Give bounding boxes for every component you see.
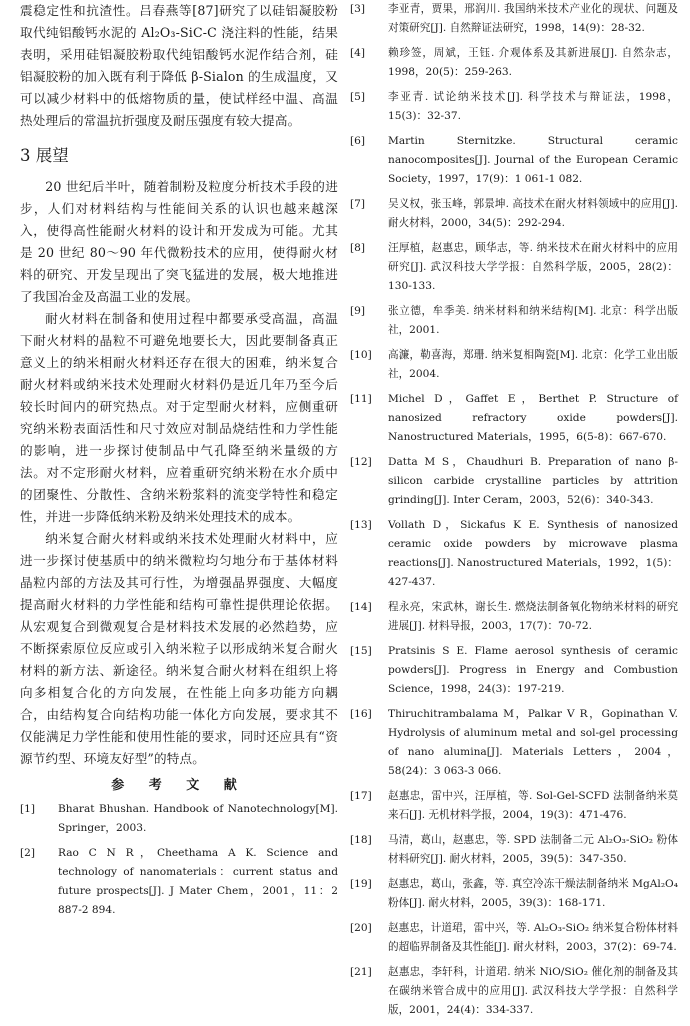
reference-item — [350, 239, 678, 296]
reference-text: Rao C N R，Cheethama A K. Science and technology of nanomaterials：current status and future prospects[J]. J Mater Chem，2001，11：2 887-2 894. — [58, 847, 338, 916]
reference-item — [350, 705, 678, 781]
reference-item — [350, 0, 678, 38]
reference-number: [12] — [350, 456, 372, 468]
reference-text: 赵惠忠，雷中兴，汪厚植，等. Sol-Gel-SCFD 法制备纳米莫来石[J]. 无机材料学报，2004，19(3)：471-476. — [388, 790, 678, 821]
reference-text: Martin Sternitzke. Structural ceramic nanocomposites[J]. Journal of the European Ceramic Society，1997，17(9)：1 061-1 082. — [388, 135, 678, 185]
reference-number: [2] — [20, 847, 36, 859]
reference-item — [350, 919, 678, 957]
reference-item — [350, 346, 678, 384]
references-heading: 参 考 文 献 — [111, 778, 247, 793]
reference-number: [16] — [350, 708, 372, 720]
reference-text: 张立德，牟季美. 纳米材料和纳米结构[M]. 北京：科学出版社，2001. — [388, 305, 678, 336]
reference-item — [350, 516, 678, 592]
reference-item — [20, 800, 338, 838]
reference-number: [19] — [350, 878, 372, 890]
reference-number: [4] — [350, 47, 366, 59]
reference-number: [11] — [350, 393, 372, 405]
reference-item — [20, 844, 338, 920]
reference-item — [350, 453, 678, 510]
reference-text: 赖珍签，周斌，王钰. 介观体系及其新进展[J]. 自然杂志，1998，20(5)：259-263. — [388, 47, 678, 78]
reference-number: [17] — [350, 790, 372, 802]
reference-text: 赵惠忠，李轩科，计道珺. 纳米 NiO/SiO₂ 催化剂的制备及其在碳纳米管合成中的应用[J]. 武汉科技大学学报：自然科学版，2001，24(4)：334-337. — [388, 966, 678, 1016]
body-paragraph-3: 纳米复合耐火材料或纳米技术处理耐火材料中，应进一步探讨使基质中的纳米微粒均匀地分布于基体材料晶粒内部的方法及其可行性，为增强晶界强度、大幅度提高耐火材料的力学性能和结构可靠性提供理论依据。从宏观复合到微观复合是材料技术发展的必然趋势，应不断探索原位反应或引入纳米粒子以形成纳米复合耐火材料的新方法、新途径。纳米复合耐火材料在组织上将向多相复合化的方向发展，在性能上向多功能方向耦合，由结构复合向结构功能一体化方向发展，要求其不仅能满足力学性能和使用性能的要求，同时还应具有“资源节约型、环境友好型”的特点。 — [20, 531, 338, 766]
section-title: 3 展望 — [20, 146, 69, 165]
reference-number: [15] — [350, 645, 372, 657]
reference-text: Vollath D，Sickafus K E. Synthesis of nanosized ceramic oxide powders by microwave plasma reactions[J]. Nanostructured Materials，1992，1(5)：427-437. — [388, 519, 678, 588]
reference-number: [10] — [350, 349, 372, 361]
intro-paragraph: 震稳定性和抗渣性。吕春燕等[87]研究了以硅铝凝胶粉取代纯铝酸钙水泥的 Al₂O₃-SiC-C 浇注料的性能，结果表明，采用硅铝凝胶粉取代纯铝酸钙水泥作结合剂，硅铝凝胶粉的加入既有利于降低 β-Sialon 的生成温度，又可以减少材料中的低熔物质的量，使试样经中温、高温热处理后的常温抗折强度及耐压强度有较大提高。 — [20, 3, 338, 128]
reference-item — [350, 132, 678, 189]
reference-text: Thiruchitrambalama M，Palkar V R，Gopinathan V. Hydrolysis of aluminum metal and sol-gel processing of nano alumina[J]. Materials Letters，2004，58(24)：3 063-3 066. — [388, 708, 678, 777]
body-paragraph-2: 耐火材料在制备和使用过程中都要承受高温，高温下耐火材料的晶粒不可避免地要长大，因此要制备真正意义上的纳米相耐火材料还存在很大的困难，纳米复合耐火材料或纳米技术处理耐火材料仍是近几年乃至今后较长时间内的研究热点。对于定型耐火材料，应侧重研究纳米粉表面活性和尺寸效应对制品烧结性和力学性能的影响，进一步探讨使制品中气孔降至纳米量级的方法。对不定形耐火材料，应着重研究纳米粉在水介质中的团聚性、分散性、含纳米粉浆料的流变学特性和稳定性，并进一步降低纳米粉及纳米处理技术的成本。 — [20, 311, 338, 524]
reference-number: [6] — [350, 135, 366, 147]
reference-text: Michel D，Gaffet E，Berthet P. Structure of nanosized refractory oxide powders[J]. Nanostructured Materials，1995，6(5-8)：667-670. — [388, 393, 678, 443]
reference-text: Pratsinis S E. Flame aerosol synthesis of ceramic powders[J]. Progress in Energy and Combustion Science，1998，24(3)：197-219. — [388, 645, 678, 695]
reference-item — [350, 963, 678, 1020]
reference-item — [350, 598, 678, 636]
reference-item — [350, 390, 678, 447]
left-column — [20, 0, 338, 926]
reference-text: 赵惠忠，葛山，张鑫，等. 真空冷冻干燥法制备纳米 MgAl₂O₄ 粉体[J]. 耐火材料，2005，39(3)：168-171. — [388, 878, 678, 909]
reference-item — [350, 302, 678, 340]
reference-number: [7] — [350, 198, 366, 210]
reference-text: 汪厚植，赵惠忠，顾华志，等. 纳米技术在耐火材料中的应用研究[J]. 武汉科技大学学报：自然科学版，2005，28(2)：130-133. — [388, 242, 678, 292]
body-paragraph-1: 20 世纪后半叶，随着制粉及粒度分析技术手段的进步，人们对材料结构与性能间关系的认识也越来越深入，使得高性能耐火材料的设计和开发成为可能。尤其是 20 世纪 80～90 年代微粉技术的应用，使得耐火材料的研究、开发呈现出了突飞猛进的发展，极大地推进了我国冶金及高温工业的发展。 — [20, 179, 338, 304]
reference-number: [5] — [350, 91, 366, 103]
reference-number: [9] — [350, 305, 366, 317]
reference-item — [350, 831, 678, 869]
reference-text: Datta M S，Chaudhuri B. Preparation of nano β-silicon carbide crystalline particles by attrition grinding[J]. Inter Ceram，2003，52(6)：340-343. — [388, 456, 678, 506]
reference-text: 马清，葛山，赵惠忠，等. SPD 法制备二元 Al₂O₃-SiO₂ 粉体材料研究[J]. 耐火材料，2005，39(5)：347-350. — [388, 834, 678, 865]
reference-item — [350, 44, 678, 82]
reference-text: 程永亮，宋武林，谢长生. 燃烧法制备氧化物纳米材料的研究进展[J]. 材料导报，2003，17(7)：70-72. — [388, 601, 678, 632]
reference-number: [14] — [350, 601, 372, 613]
reference-item — [350, 88, 678, 126]
reference-text: 吴义权，张玉峰，郭景坤. 高技术在耐火材料领域中的应用[J]. 耐火材料，2000，34(5)：292-294. — [388, 198, 678, 229]
reference-number: [20] — [350, 922, 372, 934]
reference-text: 赵惠忠，计道珺，雷中兴，等. Al₂O₃-SiO₂ 纳米复合粉体材料的超临界制备及其性能[J]. 耐火材料，2003，37(2)：69-74. — [388, 922, 678, 953]
reference-text: 李亚青. 试论纳米技术[J]. 科学技术与辩证法，1998，15(3)：32-37. — [388, 91, 678, 122]
reference-text: Bharat Bhushan. Handbook of Nanotechnology[M]. Springer，2003. — [58, 803, 338, 834]
reference-number: [13] — [350, 519, 372, 531]
reference-number: [18] — [350, 834, 372, 846]
reference-item — [350, 642, 678, 699]
reference-text: 李亚青，贾果，邢润川. 我国纳米技术产业化的现状、问题及对策研究[J]. 自然辩证法研究，1998，14(9)：28-32. — [388, 3, 678, 34]
right-column — [350, 0, 678, 1026]
reference-item — [350, 195, 678, 233]
reference-number: [8] — [350, 242, 366, 254]
reference-number: [21] — [350, 966, 372, 978]
reference-item — [350, 875, 678, 913]
reference-item — [350, 787, 678, 825]
reference-number: [1] — [20, 803, 36, 815]
reference-number: [3] — [350, 3, 366, 15]
reference-text: 高濂，勒喜海，郑珊. 纳米复相陶瓷[M]. 北京：化学工业出版社，2004. — [388, 349, 678, 380]
